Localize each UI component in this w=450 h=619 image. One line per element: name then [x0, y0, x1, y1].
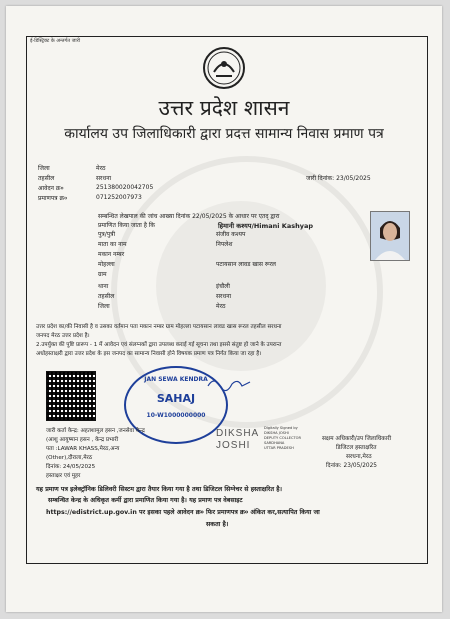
thana-label: थाना — [98, 283, 109, 290]
house-label: मकान नम्बर — [98, 251, 125, 258]
person-name: हिमानी कश्यप/Himani Kashyap — [218, 222, 313, 230]
tehsil-value: सरधना — [96, 175, 112, 182]
mother-label: माता का नाम — [98, 241, 127, 248]
verification-url: https://edistrict.up.gov.in पर इसका पहले आवेदन क्र० फिर प्रमाणपत्र क्र० अंकित कर,सत्यापित किया जा — [46, 509, 320, 516]
intro-line-1: सम्बन्धित लेखपाल की जांच आख्या दिनांक 22/05/2025 के आधार पर एतद् द्वारा — [98, 213, 280, 220]
digital-sign-detail-5: UTTAR PRADESH — [264, 446, 294, 450]
thana-value: इंचौली — [216, 283, 230, 290]
mohalla-label: मोहल्ला — [98, 261, 115, 268]
government-title: उत्तर प्रदेश शासन — [158, 96, 290, 120]
footer-line-2: सम्बन्धित केन्द्र के अधिकृत कर्मी द्वारा प्रमाणित किया गया है। यह प्रमाण पत्र वेबसाइट — [48, 497, 243, 504]
digital-sign-detail-2: DIKSHA JOSHI — [264, 431, 289, 435]
digital-signer-name-2: JOSHI — [216, 440, 251, 451]
person-district-label: जिला — [98, 303, 110, 310]
body-line-2: जनपद मेरठ उत्तर प्रदेश है। — [36, 333, 90, 339]
district-value: मेरठ — [96, 165, 106, 172]
certificate-number: 071252007973 — [96, 194, 142, 201]
up-emblem-icon — [202, 46, 246, 90]
person-tehsil-label: तहसील — [98, 293, 115, 300]
digital-sign-detail-1: Digitally Signed by — [264, 426, 298, 430]
footer-line-4: सकता है। — [206, 521, 229, 528]
digital-sign-detail-3: DEPUTY COLLECTOR — [264, 436, 302, 440]
officer-location: सरधना,मेरठ — [346, 454, 372, 460]
applicant-photo — [370, 211, 410, 261]
person-photo-icon — [371, 212, 409, 260]
qr-code — [46, 371, 96, 421]
mohalla-value: पटायसान लावड खास रूरल — [216, 261, 276, 268]
digitally-signed-label: डिजिटल हस्ताक्षरित — [336, 445, 377, 451]
officer-date: दिनांक: 23/05/2025 — [326, 463, 377, 469]
issuer-line-1: जारी कर्ता केन्द्र: अहतशामुल हसन ,जनसेवा केन्द्र — [46, 428, 145, 434]
certificate-page — [6, 6, 442, 612]
issuer-date: दिनांक: 24/05/2025 — [46, 464, 96, 470]
body-line-4: अधोहस्ताक्षरी द्वारा उत्तर प्रदेश के इस जनपद का सामान्य निवासी होने विषयक प्रमाण पत्र निर्गत किया जा रहा है। — [36, 351, 262, 357]
digital-sign-detail-4: SARDHANA — [264, 441, 285, 445]
body-line-3: 2.उपर्युक्त की पुष्टि प्रारूप - 1 में आवेदन एवं संलग्नकों द्वारा उपलब्ध कराई गई सूचना तथा इससे संतुष्ट हो जाने के उपरान्त — [36, 342, 282, 348]
stamp-line-2: SAHAJ — [156, 392, 196, 405]
application-number: 251380020042705 — [96, 184, 154, 191]
father-label: पुत्र/पुत्री — [98, 231, 116, 238]
competent-officer: सक्षम अधिकारी/उप जिलाधिकारी — [322, 436, 392, 442]
handwritten-signature — [206, 374, 252, 392]
district-label: जिला — [38, 165, 50, 172]
person-tehsil-value: सरधना — [216, 293, 232, 300]
intro-line-2: प्रमाणित किया जाता है कि — [98, 222, 156, 229]
footer-line-1: यह प्रमाण पत्र इलेक्ट्रॉनिक डिलिवरी सिस्टम द्वारा तैयार किया गया है तथा डिजिटल सिग्नेचर से हस्ताक्षरित है। — [36, 486, 282, 493]
father-value: संजीव कश्यप — [216, 231, 246, 238]
issuer-sign-label: हस्ताक्षर एवं मुहर — [46, 473, 81, 479]
village-label: ग्राम — [98, 271, 107, 278]
issue-date: जारी दिनांक: 23/05/2025 — [306, 175, 371, 182]
mother-value: निपलेश — [216, 241, 233, 248]
body-line-1: उत्तर प्रदेश का/की निवासी है व उसका वर्तमान पता मकान नम्बर ग्राम मोहल्ला पटायसान लावड खास रूरल तहसील सरधना — [36, 324, 282, 330]
certificate-label: प्रमाणपत्र क्र० — [38, 195, 68, 202]
certificate-title: कार्यालय उप जिलाधिकारी द्वारा प्रदत्त सामान्य निवास प्रमाण पत्र — [64, 126, 384, 142]
issuer-line-4: (Other),दौराला,मेरठ — [46, 455, 93, 461]
digital-signer-name-1: DIKSHA — [216, 428, 260, 439]
person-district-value: मेरठ — [216, 303, 226, 310]
tehsil-label: तहसील — [38, 175, 55, 182]
top-note: ई-डिस्ट्रिक्ट के अन्तर्गत जारी — [30, 38, 81, 44]
stamp-line-1: JAN SEWA KENDRA — [144, 376, 208, 383]
issuer-line-3: पता :LAWAR KHASS,मेरठ,अन्य — [46, 446, 120, 452]
stamp-line-3: 10-W1000000000 — [146, 412, 206, 419]
issuer-line-2: (आशु आयुष्मान हसन , केन्द्र प्रभारी — [46, 437, 119, 443]
application-label: आवेदन क्र० — [38, 185, 64, 192]
